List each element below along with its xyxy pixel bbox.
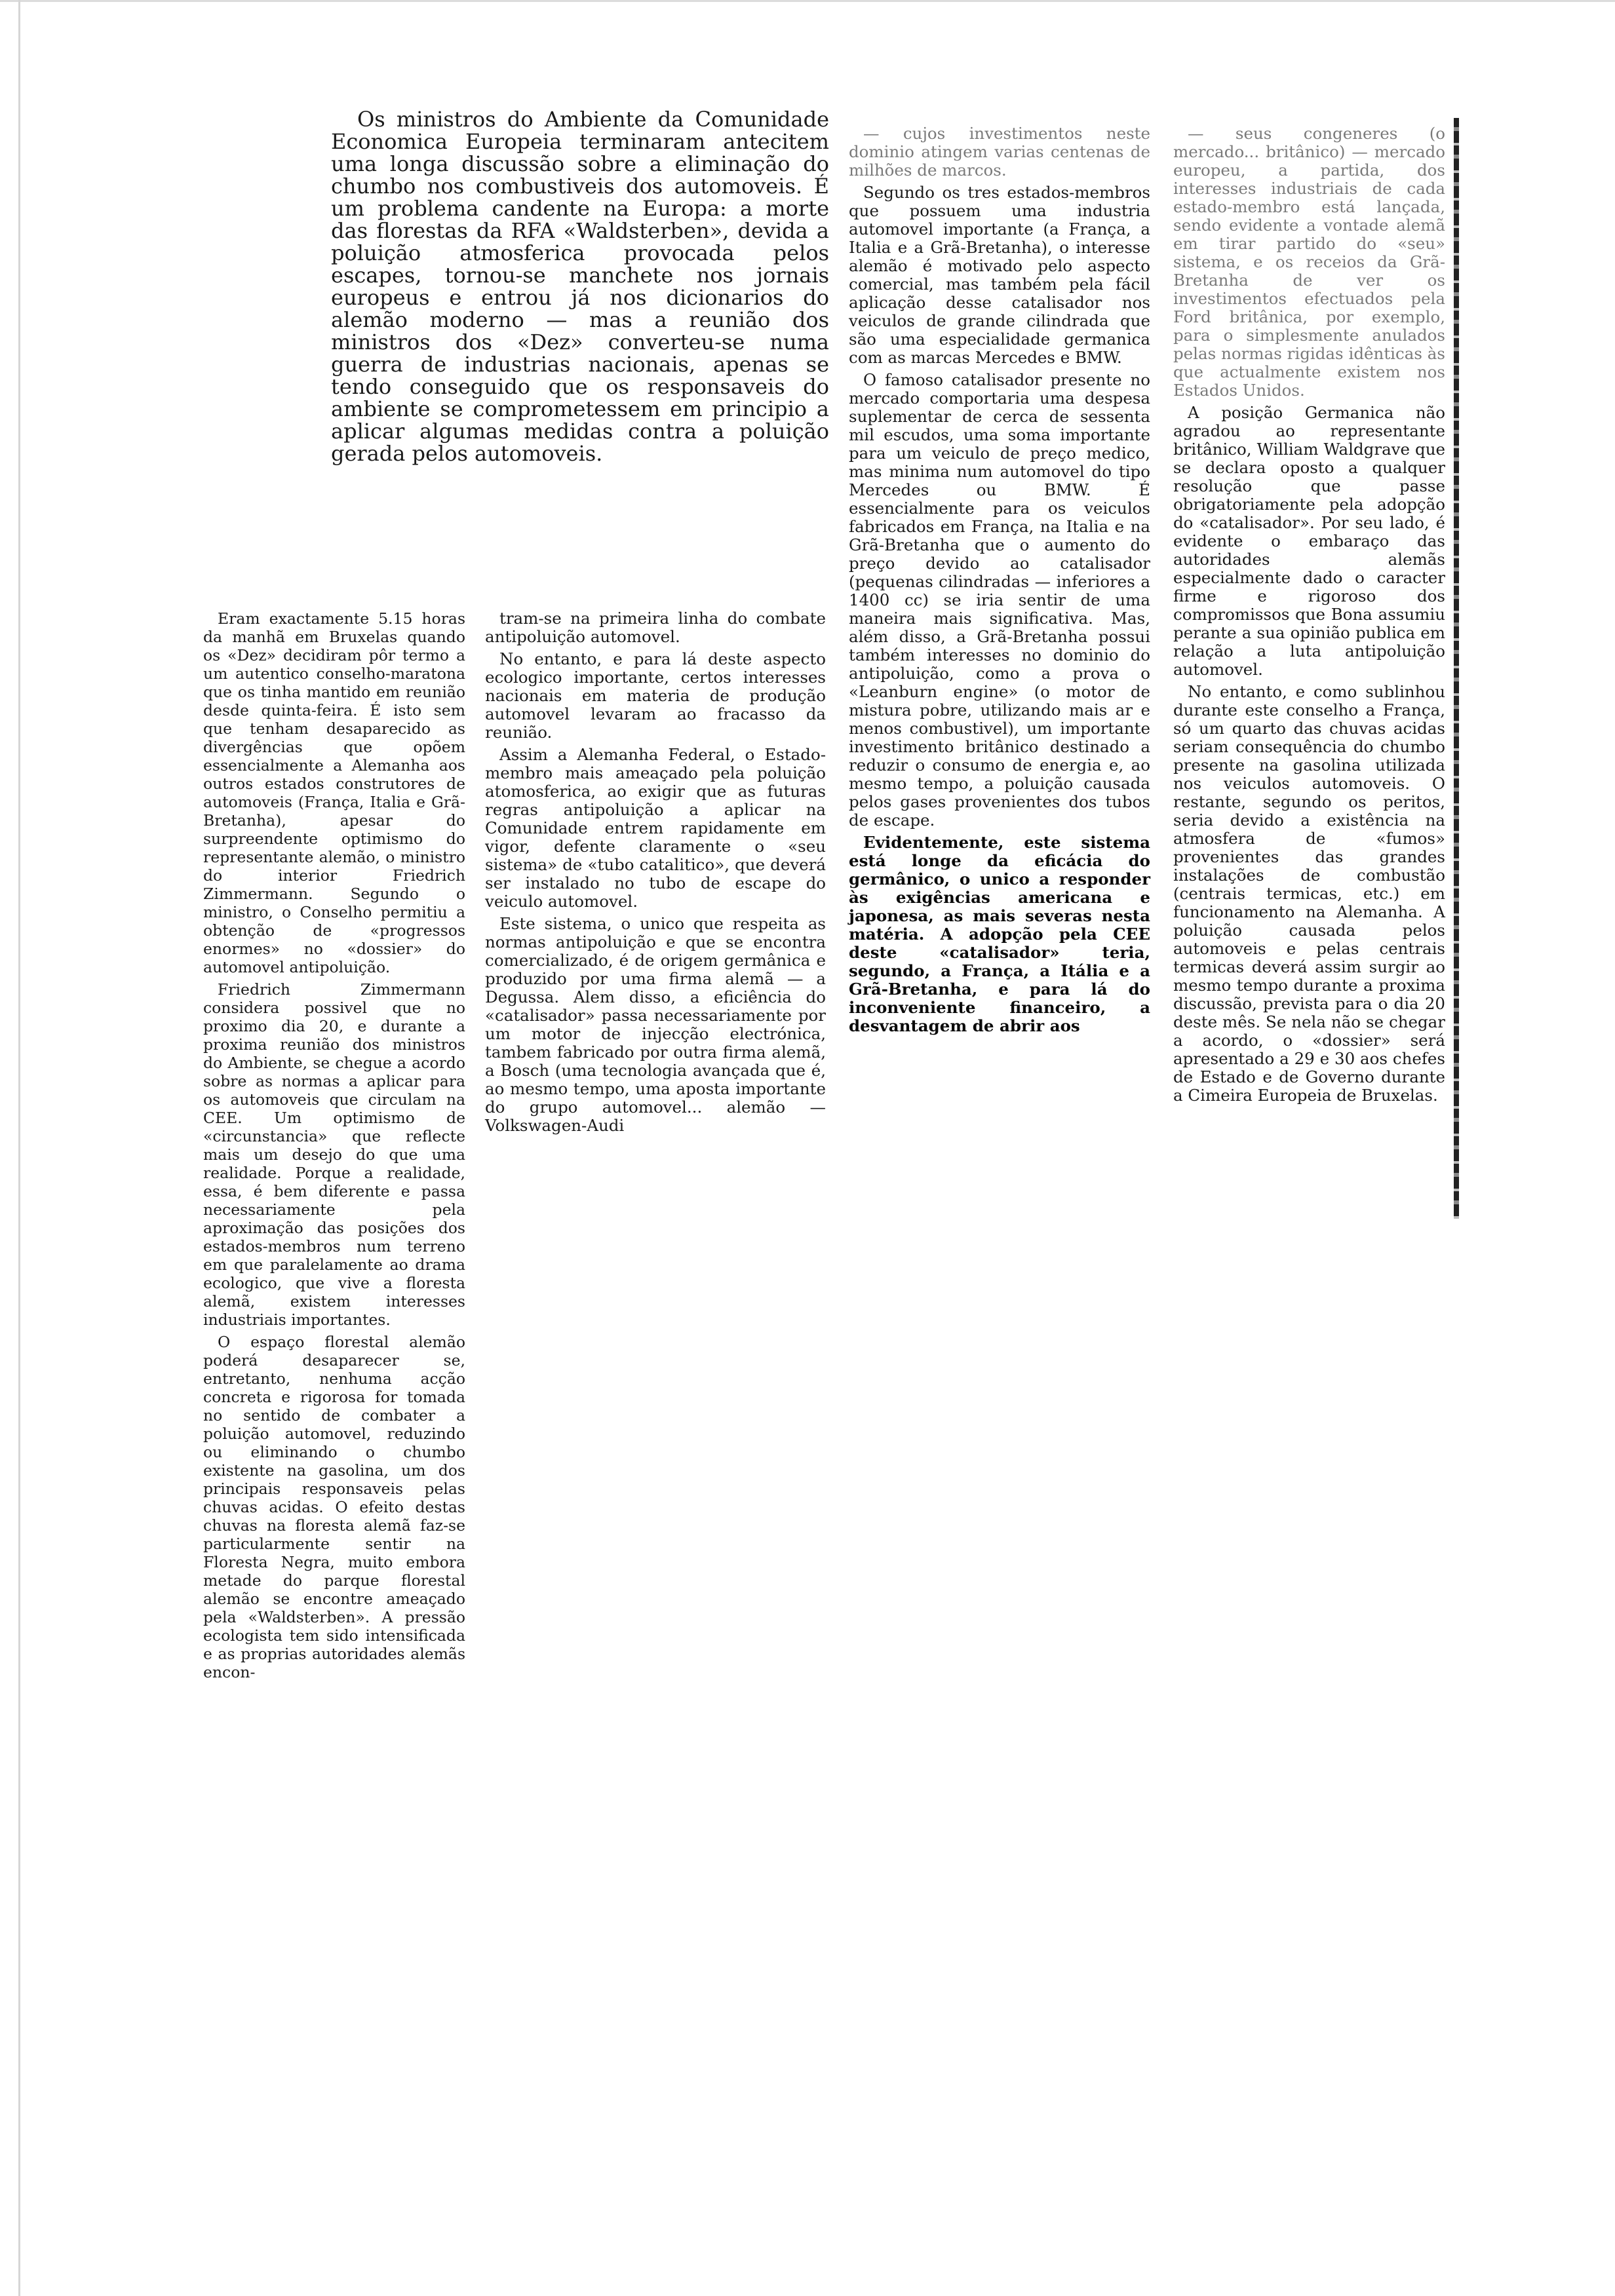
column-2-paragraph-4: Este sistema, o unico que respeita as normas antipoluição e que se encontra comercializado, é de origem germânica e produzido por uma firma alemã — a Degussa. Alem disso, a eficiência do «catalisador» passa necessariamente por um motor de injecção electrónica, tambem fabricado por outra firma alemã, a Bosch (uma tecnologia avançada que é, ao mesmo tempo, uma aposta importante do grupo automovel... alemão — Volkswagen-Audi: [485, 914, 826, 1135]
article-column-2: [485, 609, 826, 1139]
column-2-paragraph-3: Assim a Alemanha Federal, o Estado-membro mais ameaçado pela poluição atomosferica, ao exigir que as futuras regras antipoluição a aplicar na Comunidade entrem rapidamente em vigor, defente claramente o «seu sistema» de «tubo catalitico», que deverá ser instalado no tubo de escape do veiculo automovel.: [485, 745, 826, 911]
column-3-paragraph-1: — cujos investimentos neste dominio atingem varias centenas de milhões de marcos.: [849, 124, 1150, 180]
scan-edge-right: [1454, 118, 1459, 1219]
article-lead: [331, 108, 829, 469]
scan-edge-top: [0, 0, 1615, 2]
column-3-paragraph-3: O famoso catalisador presente no mercado comportaria uma despesa suplementar de cerca de sessenta mil escudos, uma soma importante para um veiculo de preço medico, mas minima num automovel do tipo Mercedes ou BMW. É essencialmente para os veiculos fabricados em França, na Italia e na Grã-Bretanha que o aumento do preço devido ao catalisador (pequenas cilindradas — inferiores a 1400 cc) se iria sentir de uma maneira mais significativa. Mas, além disso, a Grã-Bretanha possui também interesses no dominio do antipoluição, como a prova o «Leanburn engine» (o motor de mistura pobre, utilizando mais ar e menos combustivel), um importante investimento britânico destinado a reduzir o consumo de energia e, ao mesmo tempo, a poluição causada pelos gases provenientes dos tubos de escape.: [849, 370, 1150, 830]
article-column-4: [1173, 124, 1445, 1109]
column-3-paragraph-4: Evidentemente, este sistema está longe da eficácia do germânico, o unico a responder às exigências americana e japonesa, as mais severas nesta matéria. A adopção pela CEE deste «catalisador» teria, segundo, a França, a Itália e a Grã-Bretanha, e para lá do inconveniente financeiro, a desvantagem de abrir aos: [849, 833, 1150, 1035]
column-2-paragraph-2: No entanto, e para lá deste aspecto ecologico importante, certos interesses nacionais em materia de produção automovel levaram ao fracasso da reunião.: [485, 649, 826, 742]
column-1-paragraph-3: O espaço florestal alemão poderá desaparecer se, entretanto, nenhuma acção concreta e rigorosa for tomada no sentido de combater a poluição automovel, reduzindo ou eliminando o chumbo existente na gasolina, um dos principais responsaveis pelas chuvas acidas. O efeito destas chuvas na floresta alemã faz-se particularmente sentir na Floresta Negra, muito embora metade do parque florestal alemão se encontre ameaçado pela «Waldsterben». A pressão ecologista tem sido intensificada e as proprias autoridades alemãs encon-: [203, 1333, 465, 1681]
article-column-3: [849, 124, 1150, 1039]
article-column-1: [203, 609, 465, 1685]
column-1-paragraph-2: Friedrich Zimmermann considera possivel que no proximo dia 20, e durante a proxima reunião dos ministros do Ambiente, se chegue a acordo sobre as normas a aplicar para os automoveis que circulam na CEE. Um optimismo de «circunstancia» que reflecte mais um desejo do que uma realidade. Porque a realidade, essa, é bem diferente e passa necessariamente pela aproximação das posições dos estados-membros num terreno em que paralelamente ao drama ecologico, que vive a floresta alemã, existem interesses industriais importantes.: [203, 980, 465, 1329]
column-4-paragraph-2: A posição Germanica não agradou ao representante britânico, William Waldgrave que se declara oposto a qualquer resolução que passe obrigatoriamente pela adopção do «catalisador». Por seu lado, é evidente o embaraço das autoridades alemãs especialmente dado o caracter firme e rigoroso dos compromissos que Bona assumiu perante a sua opinião publica em relação a luta antipoluição automovel.: [1173, 403, 1445, 679]
column-4-paragraph-3: No entanto, e como sublinhou durante este conselho a França, só um quarto das chuvas acidas seriam consequência do chumbo presente na gasolina utilizada nos veiculos automoveis. O restante, segundo os peritos, seria devido a existência na atmosfera de «fumos» provenientes das grandes instalações de combustão (centrais termicas, etc.) em funcionamento na Alemanha. A poluição causada pelos automoveis e pelas centrais termicas deverá assim surgir ao mesmo tempo durante a proxima discussão, prevista para o dia 20 deste mês. Se nela não se chegar a acordo, o «dossier» será apresentado a 29 e 30 aos chefes de Estado e de Governo durante a Cimeira Europeia de Bruxelas.: [1173, 682, 1445, 1105]
scan-edge-left: [18, 0, 20, 2296]
column-2-paragraph-1: tram-se na primeira linha do combate antipoluição automovel.: [485, 609, 826, 646]
column-3-paragraph-2: Segundo os tres estados-membros que possuem uma industria automovel importante (a França, a Italia e a Grã-Bretanha), o interesse alemão é motivado pelo aspecto comercial, mas também pela fácil aplicação desse catalisador nos veiculos de grande cilindrada que são uma especialidade germanica com as marcas Mercedes e BMW.: [849, 183, 1150, 367]
column-4-paragraph-1: — seus congeneres (o mercado... britânico) — mercado europeu, a partida, dos interesses industriais de cada estado-membro está lançada, sendo evidente a vontade alemã em tirar partido do «seu» sistema, e os receios da Grã-Bretanha de ver os investimentos efectuados pela Ford britânica, por exemplo, para o simplesmente anulados pelas normas rigidas idênticas às que actualmente existem nos Estados Unidos.: [1173, 124, 1445, 400]
lead-paragraph: Os ministros do Ambiente da Comunidade Economica Europeia terminaram antecitem uma longa discussão sobre a eliminação do chumbo nos combustiveis dos automoveis. É um problema candente na Europa: a morte das florestas da RFA «Waldsterben», devida a poluição atmosferica provocada pelos escapes, tornou-se manchete nos jornais europeus e entrou já nos dicionarios do alemão moderno — mas a reunião dos ministros dos «Dez» converteu-se numa guerra de industrias nacionais, apenas se tendo conseguido que os responsaveis do ambiente se comprometessem em principio a aplicar algumas medidas contra a poluição gerada pelos automoveis.: [331, 107, 829, 466]
column-1-paragraph-1: Eram exactamente 5.15 horas da manhã em Bruxelas quando os «Dez» decidiram pôr termo a um autentico conselho-maratona que os tinha mantido em reunião desde quinta-feira. É isto sem que tenham desaparecido as divergências que opõem essencialmente a Alemanha aos outros estados construtores de automoveis (França, Italia e Grã-Bretanha), apesar do surpreendente optimismo do representante alemão, o ministro do interior Friedrich Zimmermann. Segundo o ministro, o Conselho permitiu a obtenção de «progressos enormes» no «dossier» do automovel antipoluição.: [203, 609, 465, 976]
